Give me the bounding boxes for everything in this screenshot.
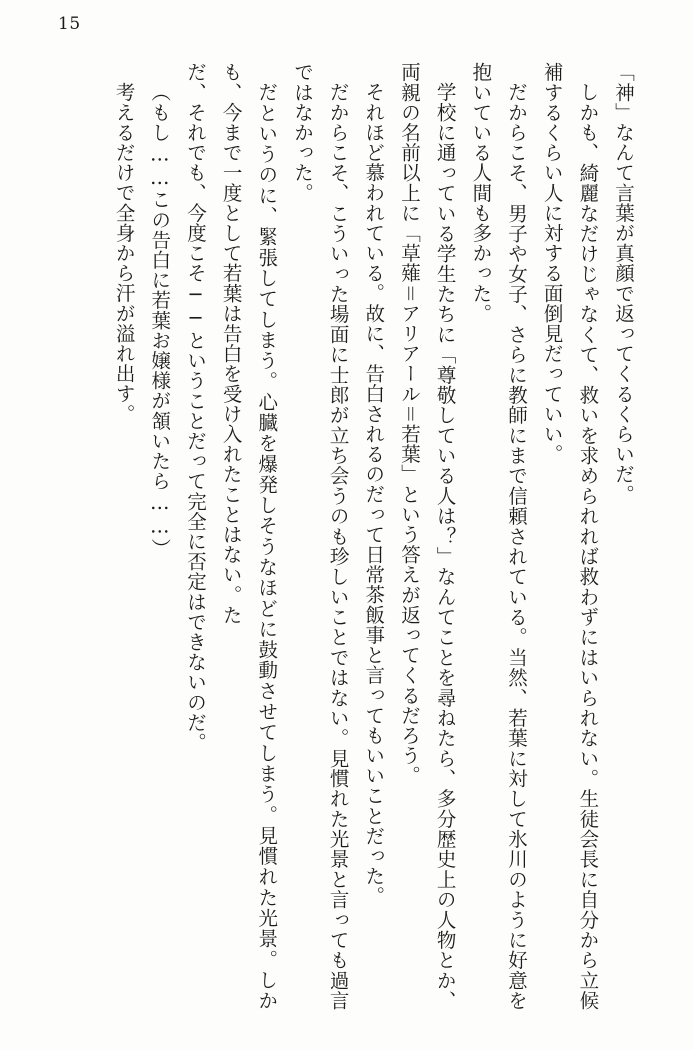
paragraph: 学校に通っている学生たちに「尊敬している人は？」なんてことを尋ねたら、多分歴史上の人物とか、両親の名前以上に「草薙＝アリアール＝若葉」という答えが返ってくるだろう。: [397, 62, 457, 1010]
paragraph: だというのに、緊張してしまう。心臓を爆発しそうなほどに鼓動させてしまう。見慣れた光景。しかも、今まで一度として若葉は告白を受け入れたことはない。た: [219, 62, 279, 1010]
paragraph: だからこそ、こういった場面に士郎が立ち会うのも珍しいことではない。見慣れた光景と言っても過言ではなかった。: [290, 62, 350, 1010]
paragraph: それほど慕われている。故に、告白されるのだって日常茶飯事と言ってもいいことだった。: [362, 81, 386, 906]
paragraph: しかも、綺麗なだけじゃなくて、救いを求められれば救わずにはいられない。生徒会長に自分から立候補するくらい人に対する面倒見だっていい。: [540, 62, 600, 1010]
paragraph: 「神」なんて言葉が真顔で返ってくるくらいだ。: [612, 62, 635, 505]
page-number: 15: [58, 14, 81, 34]
paragraph: （もし……この告白に若葉お嬢様が頷いたら……）: [148, 81, 172, 558]
paragraph: だからこそ、男子や女子、さらに教師にまで信頼されている。当然、若葉に対して氷川のように好意を抱いている人間も多かった。: [469, 62, 528, 1010]
paragraph: だ、それでも、今度こそ──ということだって完全に否定はできないのだ。: [183, 62, 207, 753]
paragraph: 考えるだけで全身から汗が溢れ出す。: [112, 81, 136, 424]
page-body-text: [48, 62, 641, 1010]
